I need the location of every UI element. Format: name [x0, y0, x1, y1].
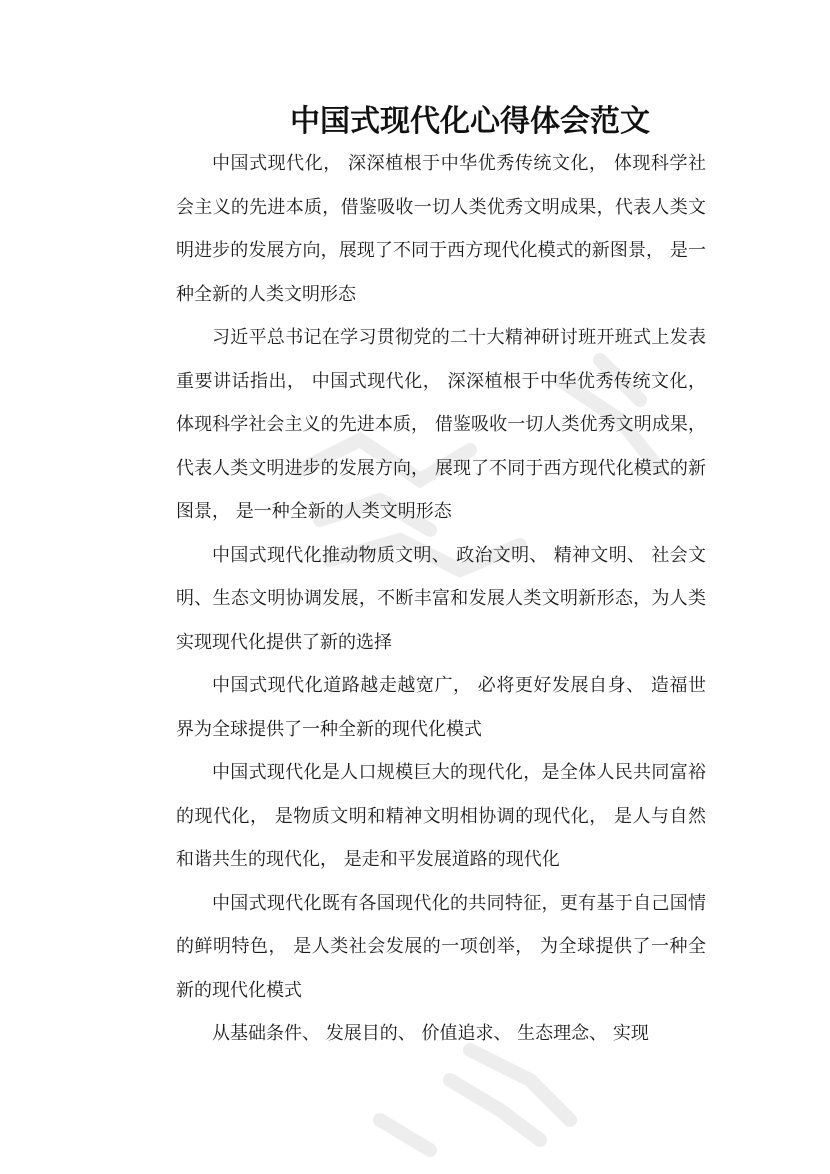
- paragraph-5: 中国式现代化是人口规模巨大的现代化，是全体人民共同富裕的现代化， 是物质文明和精神文明相协调的现代化， 是人与自然和谐共生的现代化， 是走和平发展道路的现代化: [176, 762, 706, 870]
- paragraph-4: 中国式现代化道路越走越宽广， 必将更好发展自身、 造福世界为全球提供了一种全新的现代化模式: [176, 675, 706, 740]
- paragraph-7: 从基础条件、 发展目的、 价值追求、 生态理念、 实现: [212, 1023, 649, 1044]
- document-title: 中国式现代化心得体会范文: [290, 104, 650, 139]
- paragraph-1: 中国式现代化， 深深植根于中华优秀传统文化， 体现科学社会主义的先进本质，借鉴吸收一切人类优秀文明成果，代表人类文明进步的发展方向，展现了不同于西方现代化模式的新图景， 是一种全新的人类文明形态: [176, 153, 706, 305]
- paragraph-2: 习近平总书记在学习贯彻党的二十大精神研讨班开班式上发表重要讲话指出， 中国式现代化， 深深植根于中华优秀传统文化， 体现科学社会主义的先进本质， 借鉴吸收一切人类优秀文明成果， 代表人类文明进步的发展方向， 展现了不同于西方现代化模式的新图景， 是一种全新的人类文明形态: [176, 327, 706, 522]
- paragraph-3: 中国式现代化推动物质文明、 政治文明、 精神文明、 社会文明、生态文明协调发展，不断丰富和发展人类文明新形态，为人类实现现代化提供了新的选择: [176, 544, 706, 653]
- document-body: [176, 142, 706, 1056]
- paragraph-6: 中国式现代化既有各国现代化的共同特征，更有基于自己国情的鲜明特色， 是人类社会发展的一项创举， 为全球提供了一种全新的现代化模式: [176, 892, 706, 1001]
